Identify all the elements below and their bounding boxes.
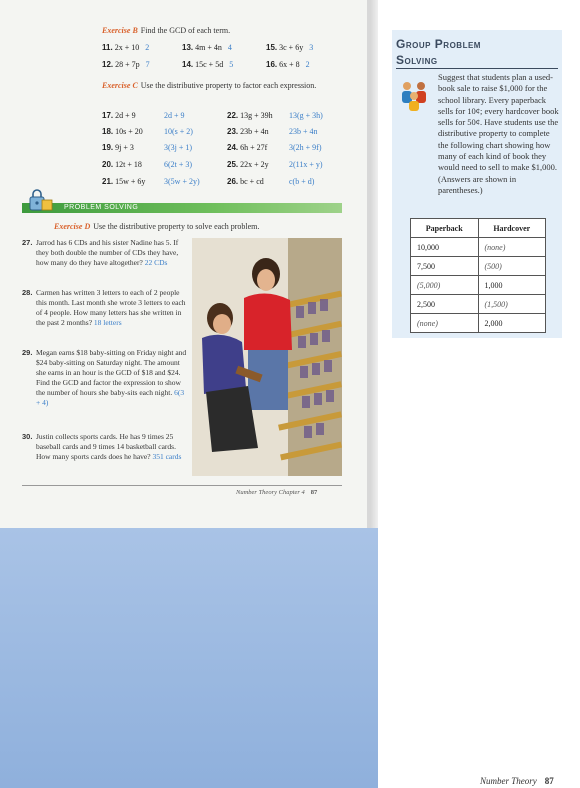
exercise-b-heading bbox=[102, 26, 230, 36]
problem-number: 27. bbox=[22, 238, 33, 247]
exercise-item bbox=[227, 177, 264, 186]
item-number: 15. bbox=[266, 43, 278, 52]
item-number: 20. bbox=[102, 160, 114, 169]
item-number: 22. bbox=[227, 111, 239, 120]
group-problem-text: Suggest that students plan a used-book sale to raise $1,000 for the school library. Every paperback sells for 10¢; every hardcover book sells for 50¢. Have students use the distributive property to complete the following chart showing how many of each kind of book they would need to sell to make $1,000. (Answers are shown in parentheses.) bbox=[438, 72, 559, 195]
item-question: 3c + 6y bbox=[279, 43, 304, 52]
exercise-item bbox=[102, 143, 134, 152]
word-problem bbox=[22, 238, 190, 268]
problem-number: 30. bbox=[22, 432, 33, 441]
table-row bbox=[411, 238, 546, 257]
item-answer: 13(g + 3h) bbox=[289, 111, 323, 120]
problem-answer: 22 CDs bbox=[144, 258, 168, 267]
item-answer: 2 bbox=[305, 60, 310, 69]
problem-text: Justin collects sports cards. He has 9 times 25 baseball cards and 9 times 14 basketball cards. How many sports cards does he have? bbox=[36, 432, 176, 461]
exercise-item bbox=[227, 111, 273, 120]
photo-girls-with-cds bbox=[192, 238, 342, 476]
lock-puzzle-icon bbox=[22, 188, 58, 216]
item-number: 17. bbox=[102, 111, 114, 120]
exercise-c-instruction: Use the distributive property to factor each expression. bbox=[140, 81, 317, 90]
footer-chapter: Number Theory Chapter 4 bbox=[236, 489, 305, 496]
footer-rule bbox=[22, 485, 342, 486]
item-number: 23. bbox=[227, 127, 239, 136]
table-row bbox=[411, 257, 546, 276]
problem-answer: 6(3 + 4) bbox=[36, 388, 185, 407]
item-answer: 7 bbox=[145, 60, 150, 69]
page-footer bbox=[480, 776, 554, 786]
exercise-item bbox=[227, 160, 269, 169]
table-cell: (1,500) bbox=[478, 295, 546, 314]
item-number: 13. bbox=[182, 43, 194, 52]
word-problem bbox=[22, 288, 190, 328]
item-question: 4m + 4n bbox=[195, 43, 222, 52]
table-cell: (500) bbox=[478, 257, 546, 276]
item-answer: 6(2t + 3) bbox=[164, 160, 193, 169]
exercise-item bbox=[182, 43, 232, 52]
item-question: bc + cd bbox=[240, 177, 264, 186]
item-number: 19. bbox=[102, 143, 114, 152]
item-answer: 10(s + 2) bbox=[164, 127, 193, 136]
item-answer: 3(5w + 2y) bbox=[164, 177, 200, 186]
table-cell: (none) bbox=[478, 238, 546, 257]
item-number: 11. bbox=[102, 43, 113, 52]
item-question: 15c + 5d bbox=[195, 60, 224, 69]
problem-answer: 18 letters bbox=[93, 318, 122, 327]
problem-number: 28. bbox=[22, 288, 33, 297]
group-problem-title-line1: Group Problem bbox=[396, 37, 481, 51]
group-problem-title bbox=[396, 36, 481, 68]
item-number: 24. bbox=[227, 143, 239, 152]
table-cell: 2,000 bbox=[478, 314, 546, 333]
word-problem bbox=[22, 432, 190, 462]
table-cell: 7,500 bbox=[411, 257, 479, 276]
exercise-item bbox=[102, 43, 149, 52]
table-cell: (none) bbox=[411, 314, 479, 333]
item-question: 2d + 9 bbox=[115, 111, 136, 120]
item-number: 16. bbox=[266, 60, 278, 69]
item-number: 26. bbox=[227, 177, 239, 186]
exercise-item bbox=[102, 177, 145, 186]
item-answer: 3(2h + 9f) bbox=[289, 143, 322, 152]
exercise-c-heading bbox=[102, 81, 322, 91]
table-cell: (5,000) bbox=[411, 276, 479, 295]
item-question: 22x + 2y bbox=[240, 160, 269, 169]
table-cell: 1,000 bbox=[478, 276, 546, 295]
problem-text: Megan earns $18 baby-sitting on Friday night and $24 baby-sitting on Saturday night. The amount she earns in an hour is the GCD of $18 and $24. Find the GCD and factor the expression to show the number of hours she baby-sits each night. bbox=[36, 348, 187, 397]
table-row bbox=[411, 314, 546, 333]
table-cell: 10,000 bbox=[411, 238, 479, 257]
problem-solving-title: PROBLEM SOLVING bbox=[64, 204, 139, 211]
exercise-item bbox=[266, 43, 313, 52]
item-question: 23b + 4n bbox=[240, 127, 269, 136]
exercise-item bbox=[102, 60, 150, 69]
item-question: 6x + 8 bbox=[279, 60, 300, 69]
exercise-b-instruction: Find the GCD of each term. bbox=[140, 26, 231, 35]
column-header: Hardcover bbox=[478, 219, 546, 238]
item-question: 13g + 39h bbox=[240, 111, 273, 120]
background-band bbox=[0, 528, 378, 788]
word-problem bbox=[22, 348, 190, 408]
item-answer: 5 bbox=[229, 60, 234, 69]
group-problem-intro bbox=[396, 72, 560, 196]
page-gutter bbox=[370, 0, 378, 528]
item-number: 12. bbox=[102, 60, 114, 69]
group-problem-title-line2: Solving bbox=[396, 53, 438, 67]
table-row bbox=[411, 295, 546, 314]
problem-number: 29. bbox=[22, 348, 33, 357]
item-answer: 3 bbox=[309, 43, 314, 52]
item-answer: 23b + 4n bbox=[289, 127, 318, 136]
item-question: 10s + 20 bbox=[115, 127, 143, 136]
item-answer: 4 bbox=[227, 43, 232, 52]
group-problem-rule bbox=[396, 68, 558, 69]
exercise-item bbox=[102, 127, 143, 136]
exercise-b-label: Exercise B bbox=[102, 26, 138, 35]
student-page-footer bbox=[236, 489, 317, 496]
item-answer: 2 bbox=[145, 43, 150, 52]
item-answer: c(b + d) bbox=[289, 177, 315, 186]
column-header: Paperback bbox=[411, 219, 479, 238]
item-answer: 2(11x + y) bbox=[289, 160, 323, 169]
exercise-item bbox=[182, 60, 233, 69]
item-answer: 2d + 9 bbox=[164, 111, 185, 120]
item-number: 14. bbox=[182, 60, 194, 69]
item-question: 6h + 27f bbox=[240, 143, 268, 152]
exercise-item bbox=[102, 160, 142, 169]
exercise-d-heading bbox=[54, 222, 259, 232]
exercise-c-label: Exercise C bbox=[102, 81, 138, 90]
footer-page-number: 87 bbox=[310, 489, 318, 496]
problem-answer: 351 cards bbox=[152, 452, 182, 461]
item-question: 15w + 6y bbox=[115, 177, 146, 186]
exercise-item bbox=[227, 127, 269, 136]
page-footer-section: Number Theory bbox=[480, 776, 537, 786]
problem-text: Jarrod has 6 CDs and his sister Nadine has 5. If they both double the number of CDs they have, how many do they have altogether? bbox=[36, 238, 179, 267]
exercise-item bbox=[102, 111, 136, 120]
exercise-d-instruction: Use the distributive property to solve each problem. bbox=[93, 222, 260, 231]
table-row bbox=[411, 276, 546, 295]
item-question: 2x + 10 bbox=[114, 43, 140, 52]
table-cell: 2,500 bbox=[411, 295, 479, 314]
exercise-item bbox=[227, 143, 267, 152]
exercise-item bbox=[266, 60, 310, 69]
item-number: 25. bbox=[227, 160, 239, 169]
item-number: 21. bbox=[102, 177, 114, 186]
problem-text: Carmen has written 3 letters to each of 2 people this month. Last month she wrote 3 letters to each of 4 people. How many letters has she written in the past 2 months? bbox=[36, 288, 186, 327]
exercise-d-label: Exercise D bbox=[54, 222, 91, 231]
book-sale-table bbox=[410, 218, 546, 333]
page-footer-number: 87 bbox=[544, 776, 554, 786]
table-header-row bbox=[411, 219, 546, 238]
item-question: 9j + 3 bbox=[115, 143, 134, 152]
item-question: 28 + 7p bbox=[115, 60, 140, 69]
item-answer: 3(3j + 1) bbox=[164, 143, 193, 152]
item-number: 18. bbox=[102, 127, 114, 136]
item-question: 12t + 18 bbox=[115, 160, 142, 169]
